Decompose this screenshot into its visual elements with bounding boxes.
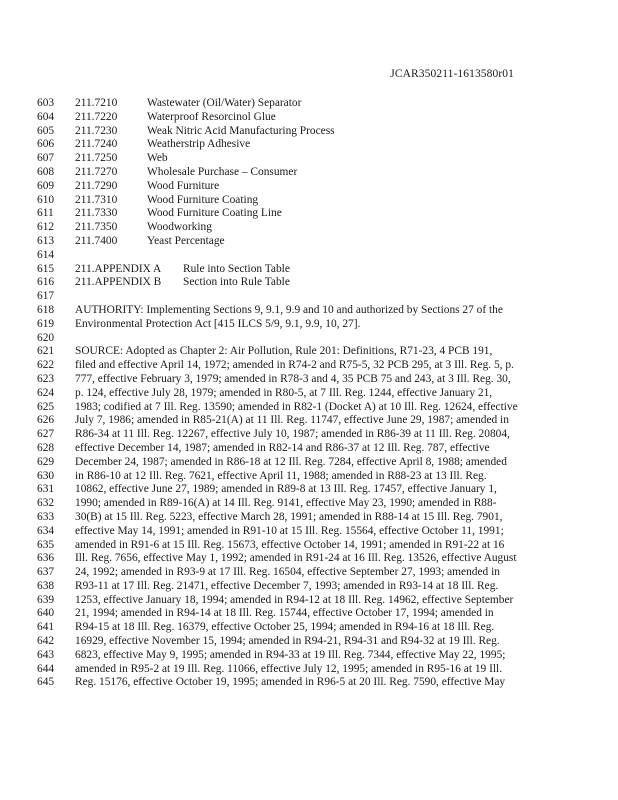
line-number: 607	[37, 152, 55, 165]
line-number: 608	[37, 165, 55, 178]
section-row	[37, 180, 597, 194]
line-number: 618	[37, 303, 55, 316]
section-number: 211.7330	[75, 207, 118, 220]
source-text: 1253, effective January 18, 1994; amended in R94-12 at 18 Ill. Reg. 14962, effective September	[75, 593, 514, 606]
source-text: Ill. Reg. 7656, effective May 1, 1992; amended in R91-24 at 16 Ill. Reg. 13526, effective August	[75, 552, 517, 565]
source-text: R93-11 at 17 Ill. Reg. 21471, effective December 7, 1993; amended in R93-14 at 18 Ill. Reg.	[75, 579, 499, 592]
blank-line	[37, 290, 597, 304]
source-text: R86-34 at 11 Ill. Reg. 12267, effective July 10, 1987; amended in R86-39 at 11 Ill. Reg. 20804,	[75, 428, 510, 441]
appendix-number: 211.APPENDIX B	[75, 276, 162, 289]
line-number: 606	[37, 138, 55, 151]
source-text: 24, 1992; amended in R93-9 at 17 Ill. Reg. 16504, effective September 27, 1993; amended in	[75, 566, 500, 579]
source-line	[37, 635, 597, 649]
line-number: 603	[37, 97, 55, 109]
section-row	[37, 125, 597, 139]
line-number: 616	[37, 276, 55, 289]
line-number: 627	[37, 428, 55, 441]
line-number: 643	[37, 648, 55, 661]
source-line	[37, 566, 597, 580]
line-number: 623	[37, 372, 55, 385]
line-number: 638	[37, 579, 55, 592]
line-number: 631	[37, 483, 55, 496]
line-number: 645	[37, 676, 55, 689]
line-number: 611	[37, 207, 54, 220]
line-number: 644	[37, 662, 55, 675]
section-row	[37, 152, 597, 166]
line-number: 629	[37, 455, 55, 468]
source-text: 10862, effective June 27, 1989; amended in R89-8 at 13 Ill. Reg. 17457, effective January 1,	[75, 483, 497, 496]
line-number: 615	[37, 262, 55, 275]
section-row	[37, 221, 597, 235]
line-number: 641	[37, 621, 55, 634]
line-number: 609	[37, 179, 55, 192]
line-number: 617	[37, 290, 55, 303]
authority-line	[37, 304, 597, 318]
section-title: Wastewater (Oil/Water) Separator	[147, 97, 302, 109]
source-line	[37, 552, 597, 566]
line-number: 613	[37, 234, 55, 247]
line-number: 637	[37, 566, 55, 579]
source-text: 6823, effective May 9, 1995; amended in R94-33 at 19 Ill. Reg. 7344, effective May 22, 1995;	[75, 648, 506, 661]
line-number: 622	[37, 359, 55, 372]
line-number: 636	[37, 552, 55, 565]
line-number: 635	[37, 538, 55, 551]
line-number: 619	[37, 317, 55, 330]
section-title: Wood Furniture Coating Line	[147, 207, 282, 220]
source-text: December 24, 1987; amended in R86-18 at 12 Ill. Reg. 7284, effective April 8, 1988; amended	[75, 455, 507, 468]
section-title: Wood Furniture Coating	[147, 193, 259, 206]
line-number: 633	[37, 510, 55, 523]
source-line	[37, 483, 597, 497]
line-number: 620	[37, 331, 55, 344]
authority-text: Environmental Protection Act [415 ILCS 5/9, 9.1, 9.9, 10, 27].	[75, 317, 361, 330]
source-line	[37, 580, 597, 594]
section-number: 211.7230	[75, 124, 118, 137]
section-title: Woodworking	[147, 221, 212, 234]
authority-line	[37, 318, 597, 332]
source-text: 777, effective February 3, 1979; amended in R78-3 and 4, 35 PCB 75 and 243, at 3 Ill. Reg. 30,	[75, 372, 511, 385]
source-text: amended in R95-2 at 19 Ill. Reg. 11066, effective July 12, 1995; amended in R95-16 at 19 Ill.	[75, 662, 503, 675]
section-row	[37, 194, 597, 208]
section-row	[37, 166, 597, 180]
line-number: 621	[37, 345, 55, 358]
source-text: SOURCE: Adopted as Chapter 2: Air Pollution, Rule 201: Definitions, R71-23, 4 PCB 191,	[75, 345, 493, 358]
appendix-row	[37, 276, 597, 290]
line-number: 634	[37, 524, 55, 537]
source-line	[37, 663, 597, 677]
source-text: 30(B) at 15 Ill. Reg. 5223, effective March 28, 1991; amended in R88-14 at 15 Ill. Reg. 7901,	[75, 510, 503, 523]
document-body	[37, 97, 597, 690]
source-text: 16929, effective November 15, 1994; amended in R94-21, R94-31 and R94-32 at 19 Ill. Reg.	[75, 635, 500, 648]
section-title: Yeast Percentage	[147, 234, 225, 247]
document-id: JCAR350211-1613580r01	[390, 68, 514, 80]
source-line	[37, 511, 597, 525]
source-text: 21, 1994; amended in R94-14 at 18 Ill. Reg. 15744, effective October 17, 1994; amended in	[75, 607, 494, 620]
line-number: 605	[37, 124, 55, 137]
line-number: 639	[37, 593, 55, 606]
source-line	[37, 359, 597, 373]
source-text: effective May 14, 1991; amended in R91-10 at 15 Ill. Reg. 15564, effective October 11, 1991;	[75, 524, 504, 537]
source-line	[37, 621, 597, 635]
source-text: 1983; codified at 7 Ill. Reg. 13590; amended in R82-1 (Docket A) at 10 Ill. Reg. 12624, effective	[75, 400, 518, 413]
source-line	[37, 525, 597, 539]
section-number: 211.7220	[75, 110, 118, 123]
source-line	[37, 470, 597, 484]
source-line	[37, 456, 597, 470]
section-row	[37, 111, 597, 125]
source-line	[37, 345, 597, 359]
section-number: 211.7240	[75, 138, 118, 151]
line-number: 632	[37, 497, 55, 510]
source-text: R94-15 at 18 Ill. Reg. 16379, effective October 25, 1994; amended in R94-16 at 18 Ill. Reg.	[75, 621, 495, 634]
source-line	[37, 607, 597, 621]
section-row	[37, 138, 597, 152]
source-line	[37, 497, 597, 511]
source-line	[37, 414, 597, 428]
section-number: 211.7350	[75, 221, 118, 234]
source-text: July 7, 1986; amended in R85-21(A) at 11 Ill. Reg. 11747, effective June 29, 1987; amended in	[75, 414, 509, 427]
source-line	[37, 649, 597, 663]
source-line	[37, 373, 597, 387]
section-number: 211.7290	[75, 179, 118, 192]
source-line	[37, 539, 597, 553]
section-title: Waterproof Resorcinol Glue	[147, 110, 276, 123]
section-title: Web	[147, 152, 168, 165]
source-line	[37, 594, 597, 608]
section-number: 211.7310	[75, 193, 118, 206]
source-text: 1990; amended in R89-16(A) at 14 Ill. Reg. 9141, effective May 23, 1990; amended in R88-	[75, 497, 497, 510]
source-text: Reg. 15176, effective October 19, 1995; amended in R96-5 at 20 Ill. Reg. 7590, effective May	[75, 676, 506, 689]
line-number: 626	[37, 414, 55, 427]
source-text: amended in R91-6 at 15 Ill. Reg. 15673, effective October 14, 1991; amended in R91-22 at 16	[75, 538, 505, 551]
appendix-title: Section into Rule Table	[183, 276, 290, 289]
line-number: 642	[37, 635, 55, 648]
source-line	[37, 428, 597, 442]
source-line	[37, 442, 597, 456]
source-text: effective December 14, 1987; amended in R82-14 and R86-37 at 12 Ill. Reg. 787, effective	[75, 441, 490, 454]
section-title: Weatherstrip Adhesive	[147, 138, 251, 151]
section-row	[37, 235, 597, 249]
line-number: 614	[37, 248, 55, 261]
section-title: Wood Furniture	[147, 179, 220, 192]
line-number: 640	[37, 607, 55, 620]
line-number: 630	[37, 469, 55, 482]
line-number: 610	[37, 193, 55, 206]
line-number: 604	[37, 110, 55, 123]
line-number: 628	[37, 441, 55, 454]
line-number: 624	[37, 386, 55, 399]
source-text: in R86-10 at 12 Ill. Reg. 7621, effective April 11, 1988; amended in R88-23 at 13 Ill. Reg.	[75, 469, 487, 482]
appendix-title: Rule into Section Table	[183, 262, 290, 275]
section-number: 211.7210	[75, 97, 118, 109]
line-number: 612	[37, 221, 55, 234]
section-title: Wholesale Purchase – Consumer	[147, 165, 298, 178]
section-row	[37, 207, 597, 221]
appendix-number: 211.APPENDIX A	[75, 262, 162, 275]
source-line	[37, 401, 597, 415]
section-number: 211.7250	[75, 152, 118, 165]
blank-line	[37, 249, 597, 263]
line-number: 625	[37, 400, 55, 413]
section-row	[37, 97, 597, 111]
blank-line	[37, 332, 597, 346]
source-line	[37, 676, 597, 690]
source-line	[37, 387, 597, 401]
source-text: filed and effective April 14, 1972; amended in R74-2 and R75-5, 32 PCB 295, at 3 Ill. Reg. 5, p.	[75, 359, 514, 372]
section-title: Weak Nitric Acid Manufacturing Process	[147, 124, 335, 137]
source-text: p. 124, effective July 28, 1979; amended in R80-5, at 7 Ill. Reg. 1244, effective January 21,	[75, 386, 493, 399]
authority-text: AUTHORITY: Implementing Sections 9, 9.1, 9.9 and 10 and authorized by Sections 27 of the	[75, 303, 503, 316]
section-number: 211.7270	[75, 165, 118, 178]
appendix-row	[37, 263, 597, 277]
section-number: 211.7400	[75, 234, 118, 247]
